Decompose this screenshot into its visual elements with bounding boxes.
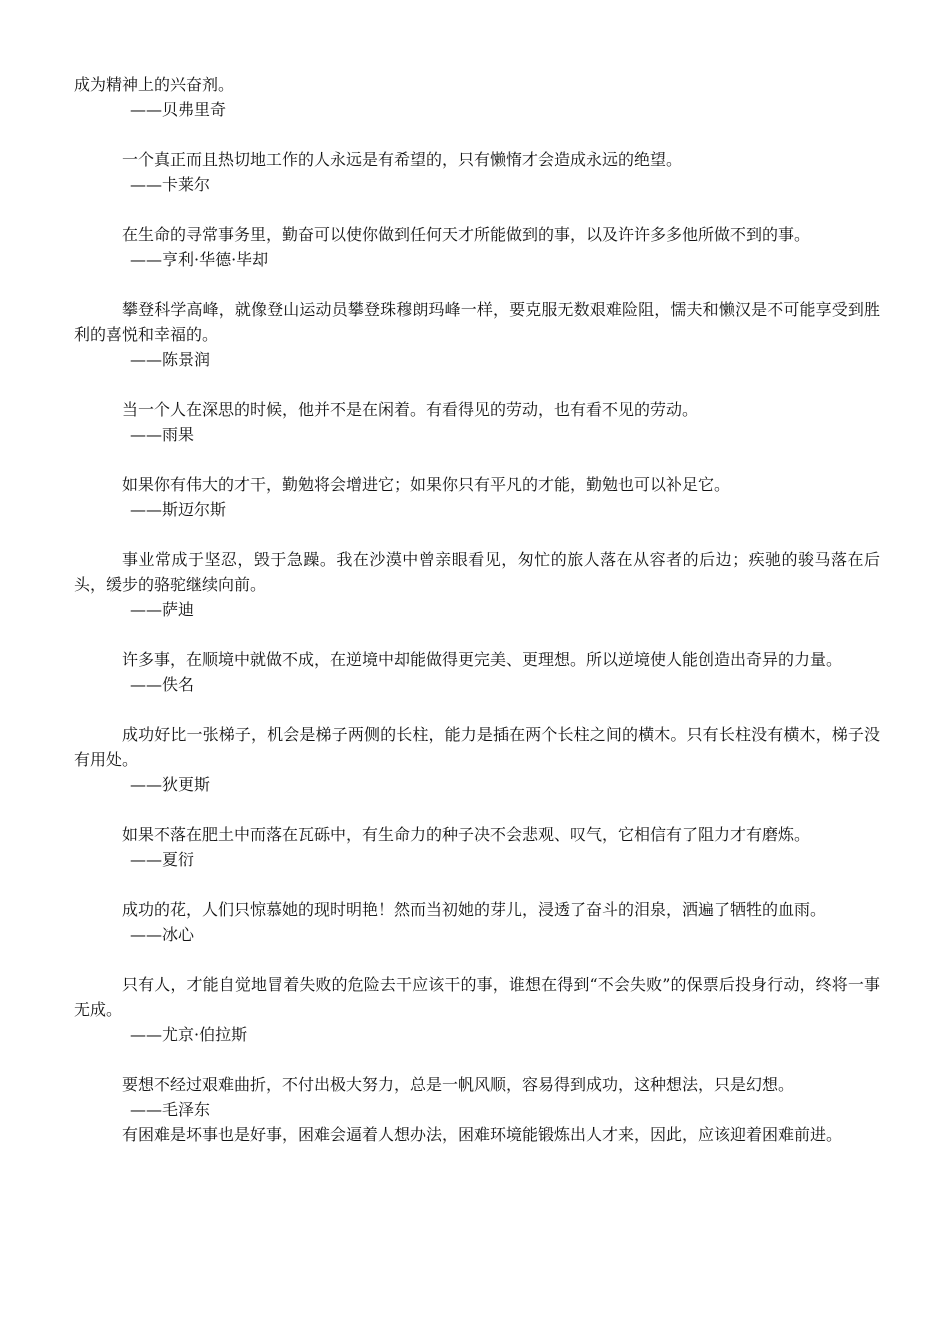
quote-text: 成功的花，人们只惊慕她的现时明艳！然而当初她的芽儿，浸透了奋斗的泪泉，洒遍了牺牲的血雨。 (122, 900, 827, 919)
quote-text: 攀登科学高峰，就像登山运动员攀登珠穆朗玛峰一样，要克服无数艰难险阻，懦夫和懒汉是不可能享受到胜利的喜悦和幸福的。 (74, 300, 880, 344)
quote-author: ——雨果 (130, 425, 195, 444)
quote-author: ——狄更斯 (130, 775, 211, 794)
quote-author: ——佚名 (130, 675, 195, 694)
quote-author: ——冰心 (130, 925, 195, 944)
fragment-author: ——贝弗里奇 (130, 100, 227, 119)
quote-author: ——萨迪 (130, 600, 195, 619)
trailing-quote-text: 有困难是坏事也是好事，困难会逼着人想办法，困难环境能锻炼出人才来，因此，应该迎着困难前进。 (122, 1125, 843, 1144)
quote-author: ——夏衍 (130, 850, 195, 869)
quote-author: ——陈景润 (130, 350, 211, 369)
quote-text: 只有人，才能自觉地冒着失败的危险去干应该干的事，谁想在得到“不会失败”的保票后投身行动，终将一事无成。 (74, 975, 880, 1019)
document-page (74, 72, 880, 1147)
quote-text: 一个真正而且热切地工作的人永远是有希望的，只有懒惰才会造成永远的绝望。 (122, 150, 683, 169)
quote-text: 要想不经过艰难曲折，不付出极大努力，总是一帆风顺，容易得到成功，这种想法，只是幻想。 (122, 1075, 795, 1094)
quote-author: ——斯迈尔斯 (130, 500, 227, 519)
quote-author: ——卡莱尔 (130, 175, 211, 194)
quote-text: 如果不落在肥土中而落在瓦砾中，有生命力的种子决不会悲观、叹气，它相信有了阻力才有磨炼。 (122, 825, 811, 844)
quote-author: ——尤京·伯拉斯 (130, 1025, 248, 1044)
quote-author: ——毛泽东 (130, 1100, 211, 1119)
quote-text: 当一个人在深思的时候，他并不是在闲着。有看得见的劳动，也有看不见的劳动。 (122, 400, 699, 419)
quote-text: 事业常成于坚忍，毁于急躁。我在沙漠中曾亲眼看见，匆忙的旅人落在从容者的后边；疾驰的骏马落在后头，缓步的骆驼继续向前。 (74, 550, 880, 594)
fragment-text: 成为精神上的兴奋剂。 (74, 75, 235, 94)
quote-text: 许多事，在顺境中就做不成，在逆境中却能做得更完美、更理想。所以逆境使人能创造出奇异的力量。 (122, 650, 843, 669)
quote-text: 如果你有伟大的才干，勤勉将会增进它；如果你只有平凡的才能，勤勉也可以补足它。 (122, 475, 731, 494)
quote-text: 在生命的寻常事务里，勤奋可以使你做到任何天才所能做到的事，以及许许多多他所做不到的事。 (122, 225, 811, 244)
quote-author: ——亨利·华德·毕却 (130, 250, 269, 269)
quote-text: 成功好比一张梯子，机会是梯子两侧的长柱，能力是插在两个长柱之间的横木。只有长柱没有横木，梯子没有用处。 (74, 725, 880, 769)
